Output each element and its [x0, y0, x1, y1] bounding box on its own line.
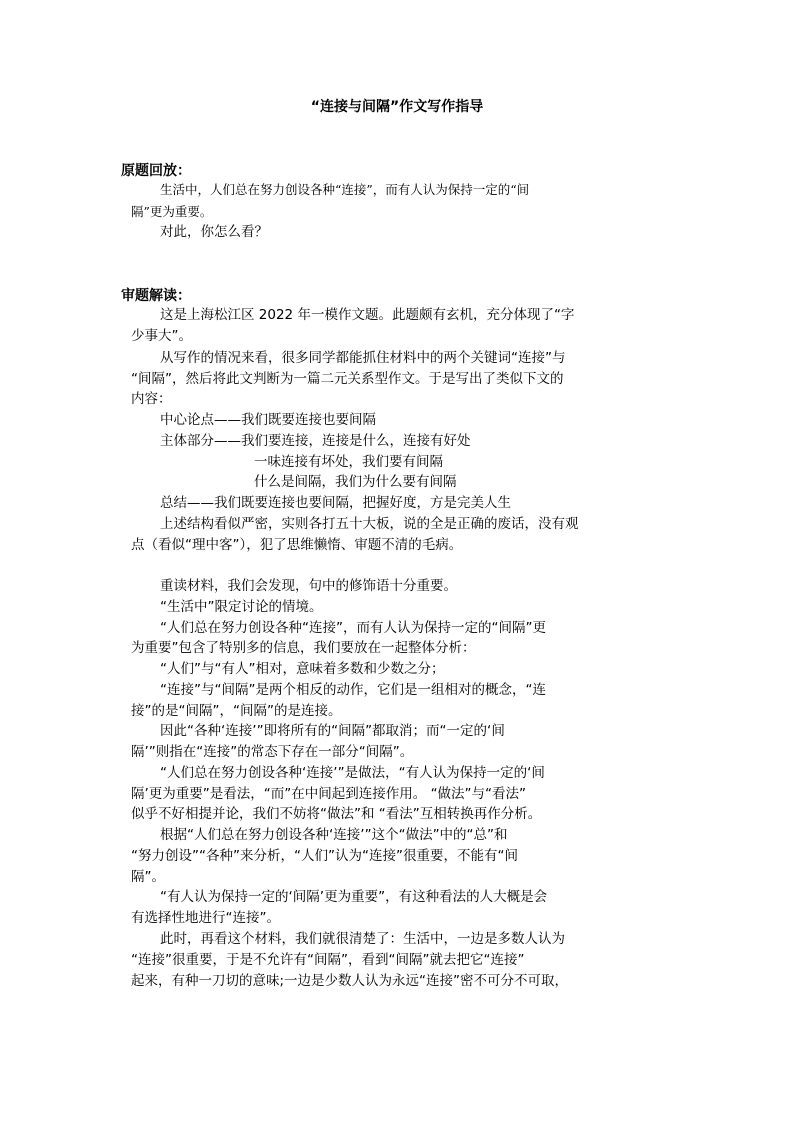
- document-title: “连接与间隔”作文写作指导: [310, 99, 484, 115]
- outline-body-sub-2: 什么是间隔，我们为什么要有间隔: [254, 474, 457, 490]
- paragraph-line: 这是上海松江区 2022 年一模作文题。此题颇有玄机，充分体现了“字: [160, 307, 575, 323]
- paragraph-line: 隔’更为重要”是看法，“而”在中间起到连接作用。 “做法”与“看法”: [131, 786, 527, 802]
- paragraph-line: 点（看似“理中客”），犯了思维懒惰、审题不清的毛病。: [131, 537, 463, 553]
- paragraph-line: 隔’”则指在“连接”的常态下存在一部分“间隔”。: [131, 744, 414, 760]
- paragraph-line: 有选择性地进行“连接”。: [131, 910, 280, 926]
- outline-body-sub-1: 一味连接有坏处，我们要有间隔: [254, 454, 443, 470]
- prompt-line-3: 对此，你怎么看？: [160, 224, 268, 240]
- paragraph-line: “努力创设”“各种”来分析，“人们”认为“连接”很重要，不能有“间: [131, 848, 518, 864]
- paragraph-line: 上述结构看似严密，实则各打五十大板，说的全是正确的废话，没有观: [160, 516, 579, 532]
- paragraph-line: 因此“各种‘连接’”即将所有的“间隔”都取消；而“一定的‘间: [160, 723, 505, 739]
- paragraph-line: 此时，再看这个材料，我们就很清楚了：生活中，一边是多数人认为: [160, 931, 565, 947]
- paragraph-line: “连接”很重要，于是不允许有“间隔”，看到“间隔”就去把它“连接”: [131, 952, 525, 968]
- paragraph-line: “生活中”限定讨论的情境。: [160, 599, 323, 615]
- paragraph-line: 从写作的情况来看，很多同学都能抓住材料中的两个关键词“连接”与: [160, 350, 566, 366]
- paragraph-line: “人们总在努力创设各种‘连接’”是做法，“有人认为保持一定的‘间: [160, 765, 545, 781]
- outline-thesis: 中心论点——我们既要连接也要间隔: [160, 412, 376, 428]
- paragraph-line: 为重要”包含了特别多的信息，我们要放在一起整体分析：: [131, 640, 476, 656]
- paragraph-line: “人们”与“有人”相对，意味着多数和少数之分；: [160, 661, 445, 677]
- paragraph-line: 少事大”。: [131, 328, 192, 344]
- paragraph-line: 根据“人们总在努力创设各种‘连接’”这个“做法”中的“总”和: [160, 827, 508, 843]
- paragraph-line: 似乎不好相提并论，我们不妨将“做法”和 “看法”互相转换再作分析。: [131, 806, 542, 822]
- paragraph-line: 起来，有种一刀切的意味;一边是少数人认为永远“连接”密不可分不可取，: [131, 973, 569, 989]
- paragraph-line: 重读材料，我们会发现，句中的修饰语十分重要。: [160, 578, 457, 594]
- outline-summary: 总结——我们既要连接也要间隔，把握好度，方是完美人生: [160, 495, 511, 511]
- paragraph-line: “有人认为保持一定的‘间隔’更为重要”，有这种看法的人大概是会: [160, 889, 548, 905]
- paragraph-line: “连接”与“间隔”是两个相反的动作，它们是一组相对的概念，“连: [160, 682, 546, 698]
- section-heading-analysis: 审题解读：: [121, 288, 191, 304]
- prompt-line-2: 隔”更为重要。: [131, 204, 213, 219]
- outline-body: 主体部分——我们要连接，连接是什么，连接有好处: [160, 433, 471, 449]
- paragraph-line: 接”的是“间隔”，“间隔”的是连接。: [131, 703, 342, 719]
- paragraph-line: 内容：: [131, 391, 172, 407]
- paragraph-line: “人们总在努力创设各种“连接”，而有人认为保持一定的“间隔”更: [160, 620, 546, 636]
- section-heading-original-prompt: 原题回放：: [121, 163, 191, 179]
- paragraph-line: 隔”。: [131, 869, 165, 885]
- paragraph-line: “间隔”，然后将此文判断为一篇二元关系型作文。于是写出了类似下文的: [131, 371, 564, 387]
- prompt-line-1: 生活中，人们总在努力创设各种“连接”，而有人认为保持一定的“间: [160, 182, 530, 197]
